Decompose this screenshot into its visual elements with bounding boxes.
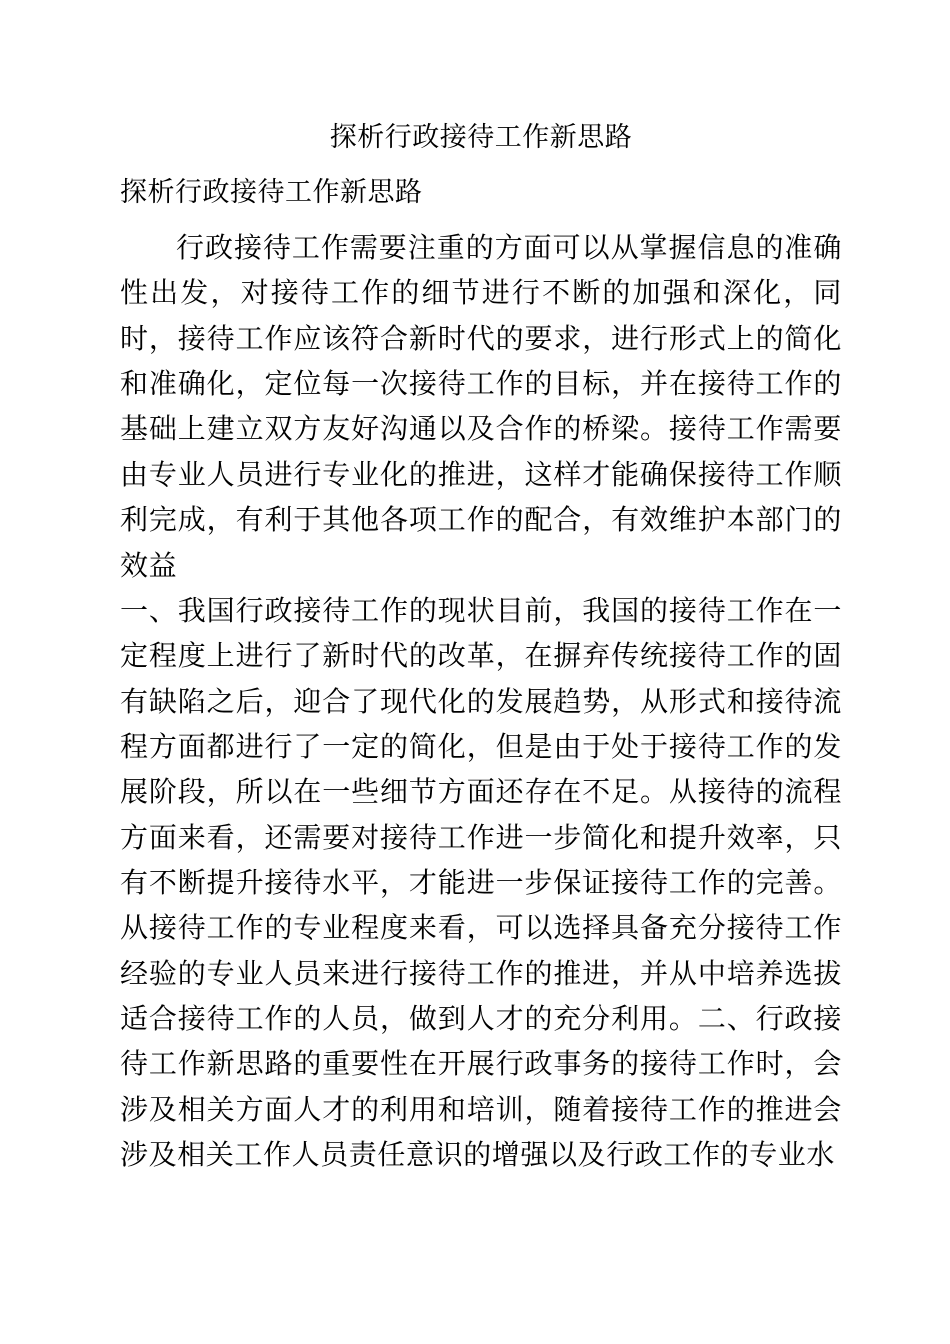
paragraph-1: 行政接待工作需要注重的方面可以从掌握信息的准确性出发，对接待工作的细节进行不断的加强和深化，同时，接待工作应该符合新时代的要求，进行形式上的简化和准确化，定位每一次接待工作的目标，并在接待工作的基础上建立双方友好沟通以及合作的桥梁。接待工作需要由专业人员进行专业化的推进，这样才能确保接待工作顺利完成，有利于其他各项工作的配合，有效维护本部门的效益	[120, 231, 842, 582]
paragraph-2: 一、我国行政接待工作的现状目前，我国的接待工作在一定程度上进行了新时代的改革，在摒弃传统接待工作的固有缺陷之后，迎合了现代化的发展趋势，从形式和接待流程方面都进行了一定的简化，但是由于处于接待工作的发展阶段，所以在一些细节方面还存在不足。从接待的流程方面来看，还需要对接待工作进一步简化和提升效率，只有不断提升接待水平，才能进一步保证接待工作的完善。从接待工作的专业程度来看，可以选择具备充分接待工作经验的专业人员来进行接待工作的推进，并从中培养选拔适合接待工作的人员，做到人才的充分利用。二、行政接待工作新思路的重要性在开展行政事务的接待工作时，会涉及相关方面人才的利用和培训，随着接待工作的推进会涉及相关工作人员责任意识的增强以及行政工作的专业水	[120, 593, 842, 1172]
page-title: 探析行政接待工作新思路	[329, 122, 633, 153]
document-subtitle: 探析行政接待工作新思路	[120, 176, 423, 208]
